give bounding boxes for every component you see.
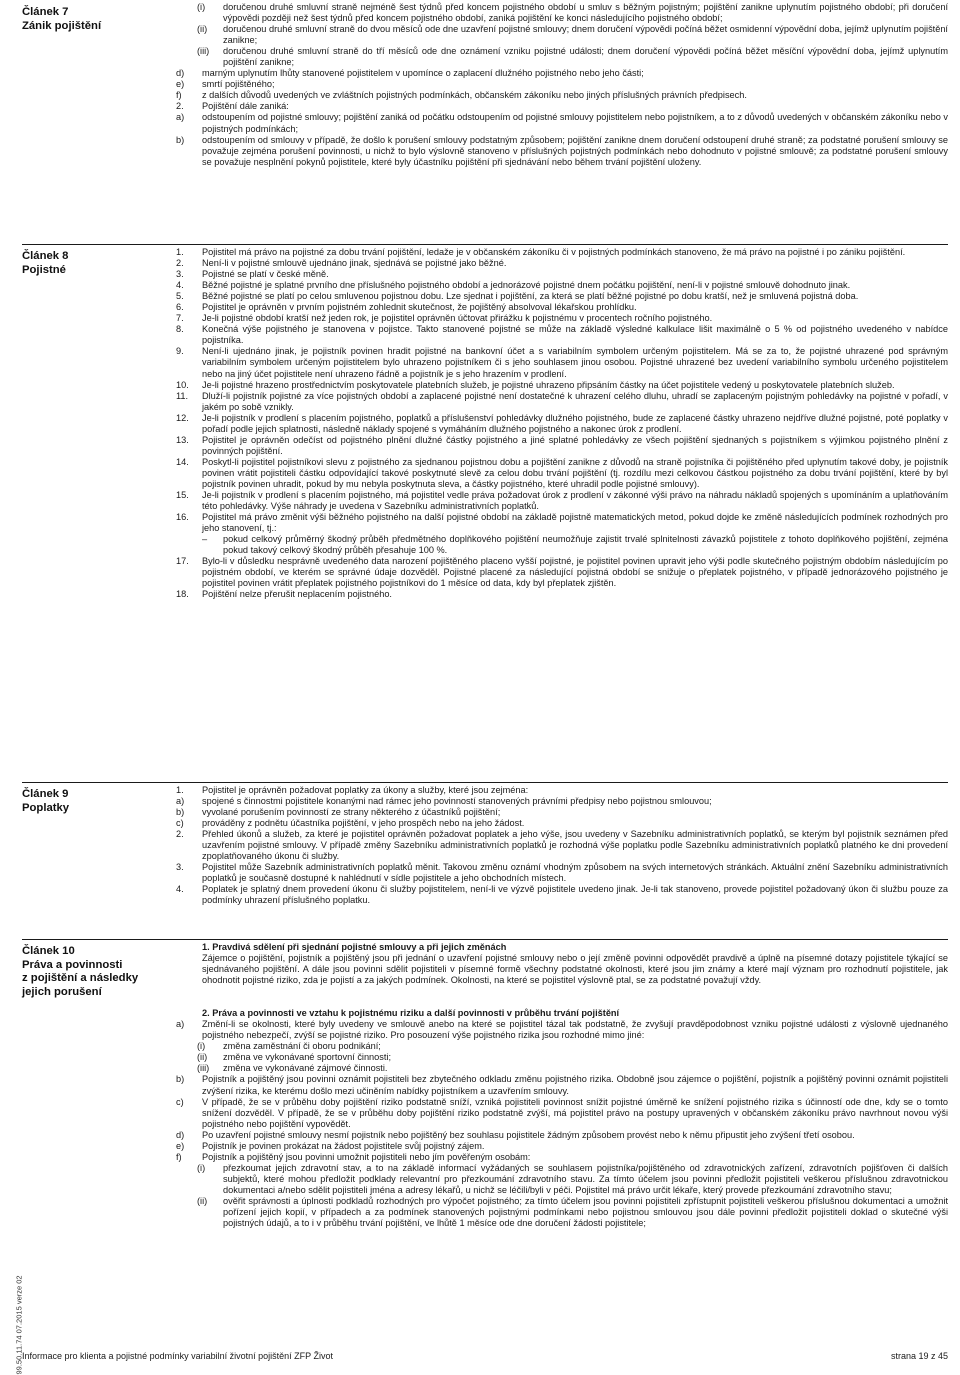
item-marker: 7. [176, 313, 184, 324]
item-marker: 16. [176, 512, 189, 523]
list-item [176, 1019, 948, 1041]
item-marker: (i) [197, 2, 206, 12]
item-marker: (i) [197, 1041, 206, 1052]
list-item [176, 280, 948, 291]
item-text: odstoupením od pojistné smlouvy; pojištění zaniká od počátku odstoupením od pojistné smlouvy pojistitelem nebo pojistníkem, a to z důvodů uvedených v občanském zákoníku nebo v pojistných podmínkách; [202, 112, 948, 134]
item-marker: 5. [176, 291, 184, 302]
item-text: Běžné pojistné je splatné prvního dne příslušného pojistného období a jednorázové pojistné dnem počátku pojištění, není-li v pojistné smlouvě dohodnuto jinak. [202, 280, 851, 291]
item-marker: 17. [176, 556, 189, 567]
item-text: Pojistník a pojištěný jsou povinni oznámit pojistiteli bez zbytečného odkladu změnu pojistného rizika. Obdobně jsou zájemce o pojištění, pojistník a pojištěný povinni oznámit pojistiteli zvýšení rizika, ke kterému došlo mezi učiněním nabídky pojistníkem a uzavřením smlouvy. [202, 1074, 948, 1096]
list-item [176, 1152, 948, 1163]
item-text: přezkoumat jejich zdravotní stav, a to na základě informací vyžádaných se souhlasem pojistníka/pojištěného od zdravotnických zařízení, zdravotních pojišťoven či dalších subjektů, které mohou předložit podklady relevantní pro přezkoumání zdravotního stavu. Za tímto účelem jsou povinni předložit pojistiteli veškerou příslušnou zdravotnickou dokumentaci a/nebo sdělit pojistiteli jména a adresy lékařů, u nichž se léčili/byli v péči. Pojistitel má právo určit lékaře, který provede přezkoumání zdravotního stavu; [223, 1162, 948, 1195]
item-text: Běžné pojistné se platí po celou smluvenou pojistnou dobu. Lze sjednat i pojištění, za která se platí běžné pojistné po dobu kratší, než je smluvená pojistná doba. [202, 291, 859, 302]
list-item [176, 884, 948, 906]
list-item [176, 589, 948, 600]
item-marker: a) [176, 112, 185, 123]
item-marker: (ii) [197, 1052, 208, 1063]
list-item [176, 829, 948, 862]
item-text: Bylo-li v důsledku nesprávně uvedeného data narození pojištěného placeno vyšší pojistné, je pojistitel povinen upravit jeho výši podle skutečného pojistným obdobím následujícím po pojistném období, ve kterém se správné údaje dozvěděl. Pojistné placené za následující pojistná období se snižuje o přeplatek pojistného, v případě jednorázového pojistného je pojistitel povinen vrátit přeplatek pojistného pojistníkovi do 1 měsíce od data, kdy byl přeplatek zjištěn. [202, 556, 948, 589]
list-item [176, 79, 948, 90]
item-text: Konečná výše pojistného je stanovena v pojistce. Takto stanovené pojistné se může na základě výsledné kalkulace lišit maximálně o 5 % od pojistného uvedeného v nabídce pojistníka. [202, 324, 948, 346]
section-items [176, 1019, 948, 1229]
list-item [176, 324, 948, 346]
item-marker: e) [176, 1140, 185, 1151]
item-text: spojené s činnostmi pojistitele konanými nad rámec jeho povinností stanovených právními předpisy nebo pojistnou smlouvou; [202, 796, 712, 807]
list-item [176, 490, 948, 512]
list-item [176, 291, 948, 302]
item-text: Není-li v pojistné smlouvě ujednáno jinak, sjednává se pojistné jako běžné. [202, 258, 507, 269]
item-text: změna zaměstnání či oboru podnikání; [223, 1041, 381, 1052]
item-text: prováděny z podnětu účastníka pojištění, v jeho prospěch nebo na jeho žádost. [202, 818, 525, 829]
item-text: Je-li pojistník v prodlení s placením pojistného, má pojistitel vedle práva požadovat úrok z prodlení v zákonné výši právo na náhradu nákladů spojených s upomínáním a uplatňováním této pohledávky. Výše náhrady je uvedena v Sazebníku administrativních poplatků. [202, 490, 948, 512]
item-text: Pojistník je povinen prokázat na žádost pojistitele svůj pojistný zájem. [202, 1140, 485, 1151]
item-text: smrtí pojištěného; [202, 79, 275, 90]
article-7-body [176, 2, 948, 168]
list-item [176, 1041, 948, 1052]
list-item [176, 1141, 948, 1152]
item-text: Pojistitel je oprávněn odečíst od pojistného plnění dlužné částky pojistného a jiné splatné pohledávky ze všech pojištění sjednaných s pojistníkem s výjimkou pojistného plnění z povinných pojištění. [202, 434, 948, 456]
item-marker: a) [176, 1019, 185, 1030]
item-text: marným uplynutím lhůty stanovené pojistitelem v upomínce o zaplacení dlužného pojistného nebo jeho části; [202, 68, 644, 79]
list-item [176, 302, 948, 313]
item-text: Dluží-li pojistník pojistné za více pojistných období a zaplacené pojistné není dostatečné k uhrazení celého dluhu, uhradí se zaplaceným pojistným pohledávky na pojistné v pořadí, v jakém po sobě vznikly. [202, 390, 948, 412]
item-text: Změní-li se okolnosti, které byly uvedeny ve smlouvě anebo na které se pojistitel tázal tak podstatně, že zvyšují pravděpodobnost vzniku pojistné události z výslovně ujednaného pojistného nebezpečí, zvýší se pojistné riziko. Pro posouzení výše pojistného rizika jsou rozhodné mimo jiné: [202, 1019, 948, 1041]
item-text: Pojištění nelze přerušit neplacením pojistného. [202, 589, 392, 600]
item-text: Poskytl-li pojistitel pojistníkovi slevu z pojistného za sjednanou pojistnou dobu a pojištění zanikne z důvodů na straně pojistníka či pojištěného před uplynutím takové doby, je pojistník povinen vrátit pojistiteli částku odpovídající takové poskytnuté slevě za celou dobu trvání pojištění (tj. rozdílu mezi celkovou částkou pojistného za dobu trvání pojištění, které by byl pojistník povinen uhradit, pokud by mu nebyla poskytnuta sleva, a částky pojistného, které uhradil podle pojistné smlouvy). [202, 456, 948, 489]
list-item [176, 1196, 948, 1229]
item-marker: 8. [176, 324, 184, 335]
item-marker: 11. [176, 390, 189, 401]
item-text: doručenou druhé smluvní straně do tří měsíců ode dne oznámení vzniku pojistné události; dnem doručení výpovědi počíná běžet měsíční výpovědní doba, jejímž uplynutím pojištění zanikne; [223, 46, 948, 68]
article-9-body [176, 785, 948, 907]
article-10-body [176, 942, 948, 1229]
divider [22, 782, 948, 783]
item-text: doručenou druhé smluvní straně do dvou měsíců ode dne uzavření pojistné smlouvy; dnem doručení výpovědi počíná běžet osmidenní výpovědní doba, jejímž uplynutím pojištění zanikne; [223, 24, 948, 46]
item-marker: a) [176, 796, 185, 807]
list-item [176, 346, 948, 379]
list-item [176, 435, 948, 457]
list-item [176, 24, 948, 46]
item-text: Pojistitel má právo na pojistné za dobu trvání pojištění, ledaže je v občanském zákoníku či v pojistných podmínkách stanoveno, že má právo na pojistné i po zániku pojištění. [202, 247, 906, 257]
list-item [176, 1163, 948, 1196]
list-item [176, 2, 948, 24]
item-marker: b) [176, 1074, 185, 1085]
article-7-heading: Článek 7 Zánik pojištění [22, 6, 102, 32]
item-text: změna ve vykonávané zájmové činnosti. [223, 1063, 388, 1074]
divider [22, 939, 948, 940]
list-item [176, 1074, 948, 1096]
list-item [176, 90, 948, 101]
list-item [176, 457, 948, 490]
item-text: vyvolané porušením povinností ze strany některého z účastníků pojištění; [202, 807, 501, 818]
document-code: 99.50.11.74 07.2015 verze 02 [14, 1275, 24, 1375]
list-item [176, 1063, 948, 1074]
list-item [176, 796, 948, 807]
item-marker: (ii) [197, 1195, 208, 1206]
list-item [176, 862, 948, 884]
section-title: 1. Pravdivá sdělení při sjednání pojistné smlouvy a při jejich změnách [202, 942, 507, 952]
item-marker: d) [176, 1129, 185, 1140]
item-marker: (ii) [197, 24, 208, 35]
item-marker: 1. [176, 247, 184, 257]
item-marker: 10. [176, 379, 189, 390]
item-marker: c) [176, 1096, 184, 1107]
page-number: strana 19 z 45 [890, 1351, 948, 1361]
item-marker: e) [176, 79, 185, 90]
item-marker: 1. [176, 785, 184, 795]
item-marker: 2. [176, 829, 184, 840]
item-marker: 3. [176, 269, 184, 280]
item-text: Po uzavření pojistné smlouvy nesmí pojistník nebo pojištěný bez souhlasu pojistitele žádným způsobem provést nebo k němu připustit jeho zvýšení třetí osobou. [202, 1129, 855, 1140]
section-title: 2. Práva a povinnosti ve vztahu k pojistnému riziku a další povinnosti v průběhu trvání pojištění [202, 1008, 620, 1019]
list-item [176, 46, 948, 68]
list-item [176, 112, 948, 134]
item-text: Pojistitel je oprávněn v prvním pojistném zohlednit skutečnost, že pojištěný absolvoval lékařskou prohlídku. [202, 302, 637, 313]
list-item [176, 807, 948, 818]
list-item [176, 380, 948, 391]
item-text: Je-li pojistné období kratší než jeden rok, je pojistitel oprávněn účtovat přirážku k pojistnému v procentech ročního pojistného. [202, 313, 713, 324]
item-text: odstoupením od smlouvy v případě, že došlo k porušení smlouvy podstatným způsobem; pojištění zanikne dnem doručení odstoupení druhé straně; za podstatné porušení smlouvy se považuje zejména porušení povinnosti, u nichž to bylo výslovně stanoveno v příslušných pojistných podmínkách nebo dohodnuto v pojistné smlouvě; za podstatné porušení smlouvy se považuje nesplnění pokynů pojistitele, které byly účastníku pojištění při sjednávání nebo během trvání pojištění uloženy. [202, 134, 948, 167]
item-marker: 15. [176, 490, 189, 501]
item-text: Pojištění dále zaniká: [202, 101, 289, 112]
item-marker: 9. [176, 346, 184, 357]
list-item [176, 68, 948, 79]
list-item [176, 247, 948, 258]
item-text: pokud celkový průměrný škodný průběh předmětného doplňkového pojištění neumožňuje zajistit trvalé splnitelnosti závazků pojistitele z tohoto doplňkového pojištění, zejména pokud takový celkový škodný průběh přesahuje 100 %. [223, 534, 948, 556]
list-item [176, 1130, 948, 1141]
item-text: Je-li pojistné hrazeno prostřednictvím poskytovatele platebních služeb, je pojistné uhrazeno připsáním částky na účet pojistitele vedený u poskytovatele platebních služeb. [202, 379, 895, 390]
item-marker: c) [176, 818, 184, 829]
item-marker: 13. [176, 434, 189, 445]
item-marker: b) [176, 807, 185, 818]
item-marker: – [202, 534, 208, 545]
item-marker: f) [176, 90, 182, 101]
item-text: V případě, že se v průběhu doby pojištění riziko podstatně sníží, vzniká pojistiteli povinnost snížit pojistné úměrně ke snížení pojistného rizika s účinností ode dne, kdy se o tomto snížení dozvěděl. V případě, že se v průběhu doby pojištění riziko podstatně zvýší, má pojistitel právo na postupy upravených v občanském zákoníku právo navrhnout novou výši pojistného nebo pojištění vypovědět. [202, 1096, 948, 1129]
list-item [176, 512, 948, 534]
item-text: Přehled úkonů a služeb, za které je pojistitel oprávněn požadovat poplatek a jeho výše, jsou uvedeny v Sazebníku administrativních poplatků, se kterým byl pojistník seznámen před uzavřením pojistné smlouvy. V případě změny Sazebníku administrativních poplatků je rozhodná výše poplatku podle Sazebníku administrativních poplatků platného ke dni provedení zpoplatňovaného úkonu či služby. [202, 829, 948, 862]
list-item [176, 1097, 948, 1130]
footer-title: Informace pro klienta a pojistné podmínky variabilní životní pojištění ZFP Život [22, 1351, 333, 1361]
list-item [176, 258, 948, 269]
item-marker: 18. [176, 589, 189, 600]
item-marker: 6. [176, 302, 184, 313]
divider [22, 244, 948, 245]
article-9-heading: Článek 9 Poplatky [22, 788, 70, 814]
item-text: doručenou druhé smluvní straně nejméně šest týdnů před koncem pojistného období u smluv s běžným pojistným; pojištění zanikne uplynutím pojistného období; při doručení výpovědi později než šest týdnů před koncem pojistného období, zaniká pojištění ke konci následujícího pojistného období; [223, 2, 948, 24]
item-text: Pojistník a pojištěný jsou povinni umožnit pojistiteli nebo jím pověřeným osobám: [202, 1151, 531, 1162]
list-item [176, 785, 948, 796]
item-marker: b) [176, 134, 185, 145]
item-text: ověřit správnosti a úplnosti podkladů rozhodných pro výpočet pojistného; za tímto účelem jsou povinni pojistiteli zpřístupnit pojistiteli veškerou příslušnou dokumentaci a umožnit pořízení jejich kopií, v případech a za podmínek stanovených pojistnými podmínkami nebo pojistnou smlouvou jsou dále povinni předložit pojistiteli doklad o skutečné výši pojistných údajů, a to i v průběhu trvání pojištění, ve lhůtě 1 měsíce ode dne doručení žádosti pojistitele; [223, 1195, 948, 1229]
item-marker: 2. [176, 258, 184, 269]
list-item [176, 269, 948, 280]
item-text: Pojistitel je oprávněn požadovat poplatky za úkony a služby, které jsou zejména: [202, 785, 529, 795]
item-marker: (iii) [197, 1063, 210, 1074]
item-marker: 2. [176, 101, 184, 112]
list-item [176, 391, 948, 413]
item-marker: 4. [176, 884, 184, 895]
item-text: Poplatek je splatný dnem provedení úkonu či služby pojistitelem, není-li ve výzvě pojistitele uvedeno jinak. Je-li tak stanoveno, provede pojistitel požadovaný úkon či službu pouze za podmínky uhrazení příslušného poplatku. [202, 884, 948, 906]
item-marker: (i) [197, 1162, 206, 1173]
list-item [176, 1052, 948, 1063]
item-marker: 3. [176, 862, 184, 873]
list-item [176, 818, 948, 829]
item-text: Pojistné se platí v české měně. [202, 269, 329, 280]
list-item [176, 101, 948, 112]
list-item [176, 313, 948, 324]
item-text: změna ve vykonávané sportovní činnosti; [223, 1052, 392, 1063]
article-8-heading: Článek 8 Pojistné [22, 250, 69, 276]
list-item [176, 556, 948, 589]
list-item [176, 534, 948, 556]
item-marker: f) [176, 1151, 182, 1162]
item-marker: 14. [176, 456, 189, 467]
item-text: Pojistitel má právo změnit výši běžného pojistného na další pojistné období na základě pojistně matematických metod, pokud dojde ke změně následujících podmínek rozhodných pro jeho stanovení, tj.: [202, 512, 948, 534]
item-marker: (iii) [197, 46, 210, 57]
item-text: Není-li ujednáno jinak, je pojistník povinen hradit pojistné na bankovní účet a s variabilním symbolem určeným pojistitelem. Má se za to, že pojistné uhrazené pod správným variabilním symbolem určeným pojistitelem bylo uhrazeno pojistníkem či s jeho souhlasem jinou osobou. Pojistné uhrazené bez uvedení variabilního symbolu určeného pojistitelem nebo na jiný účet pojistitele není uhrazeno řádně a pojistník je s jeho hrazením v prodlení. [202, 346, 948, 379]
item-marker: 12. [176, 412, 189, 423]
item-text: Pojistitel může Sazebník administrativních poplatků měnit. Takovou změnu oznámí vhodným způsobem na svých internetových stránkách. Aktuální znění Sazebníku administrativních poplatků je současně dostupné k nahlédnutí v sídle pojistitele a jeho obchodních místech. [202, 862, 948, 884]
list-item [176, 135, 948, 168]
item-marker: 4. [176, 280, 184, 291]
section-text: Zájemce o pojištění, pojistník a pojištěný jsou při jednání o uzavření pojistné smlouvy nebo o její změně povinni odpovědět pravdivě a úplně na písemné dotazy pojistitele týkající se sjednávaného pojištění. A dále jsou povinni sdělit pojistiteli v písemné formě všechny podstatné okolnosti, které jsou jim známy a které mají význam pro rozhodnutí pojistitele, jak ohodnotit pojistné riziko, zda je pojistí a za jakých podmínek. Okolnosti, na které se pojistitel výslovně ptal, se za podstatné považují vždy. [202, 953, 948, 986]
article-8-body [176, 247, 948, 601]
article-10-heading: Článek 10 Práva a povinnosti z pojištění a následky jejich porušení [22, 945, 139, 998]
item-text: Je-li pojistník v prodlení s placením pojistného, poplatků a příslušenství pohledávky dlužného pojistného, bude ze zaplacené částky uhrazeno nejdříve dlužné pojistné, poté poplatky v pořadí podle jejich splatnosti, následně náklady spojené s vymáháním dlužného pojistného a nakonec úrok z prodlení. [202, 412, 948, 434]
list-item [176, 413, 948, 435]
item-marker: d) [176, 68, 185, 79]
item-text: z dalších důvodů uvedených ve zvláštních pojistných podmínkách, občanském zákoníku nebo jiných příslušných právních předpisech. [202, 90, 747, 101]
